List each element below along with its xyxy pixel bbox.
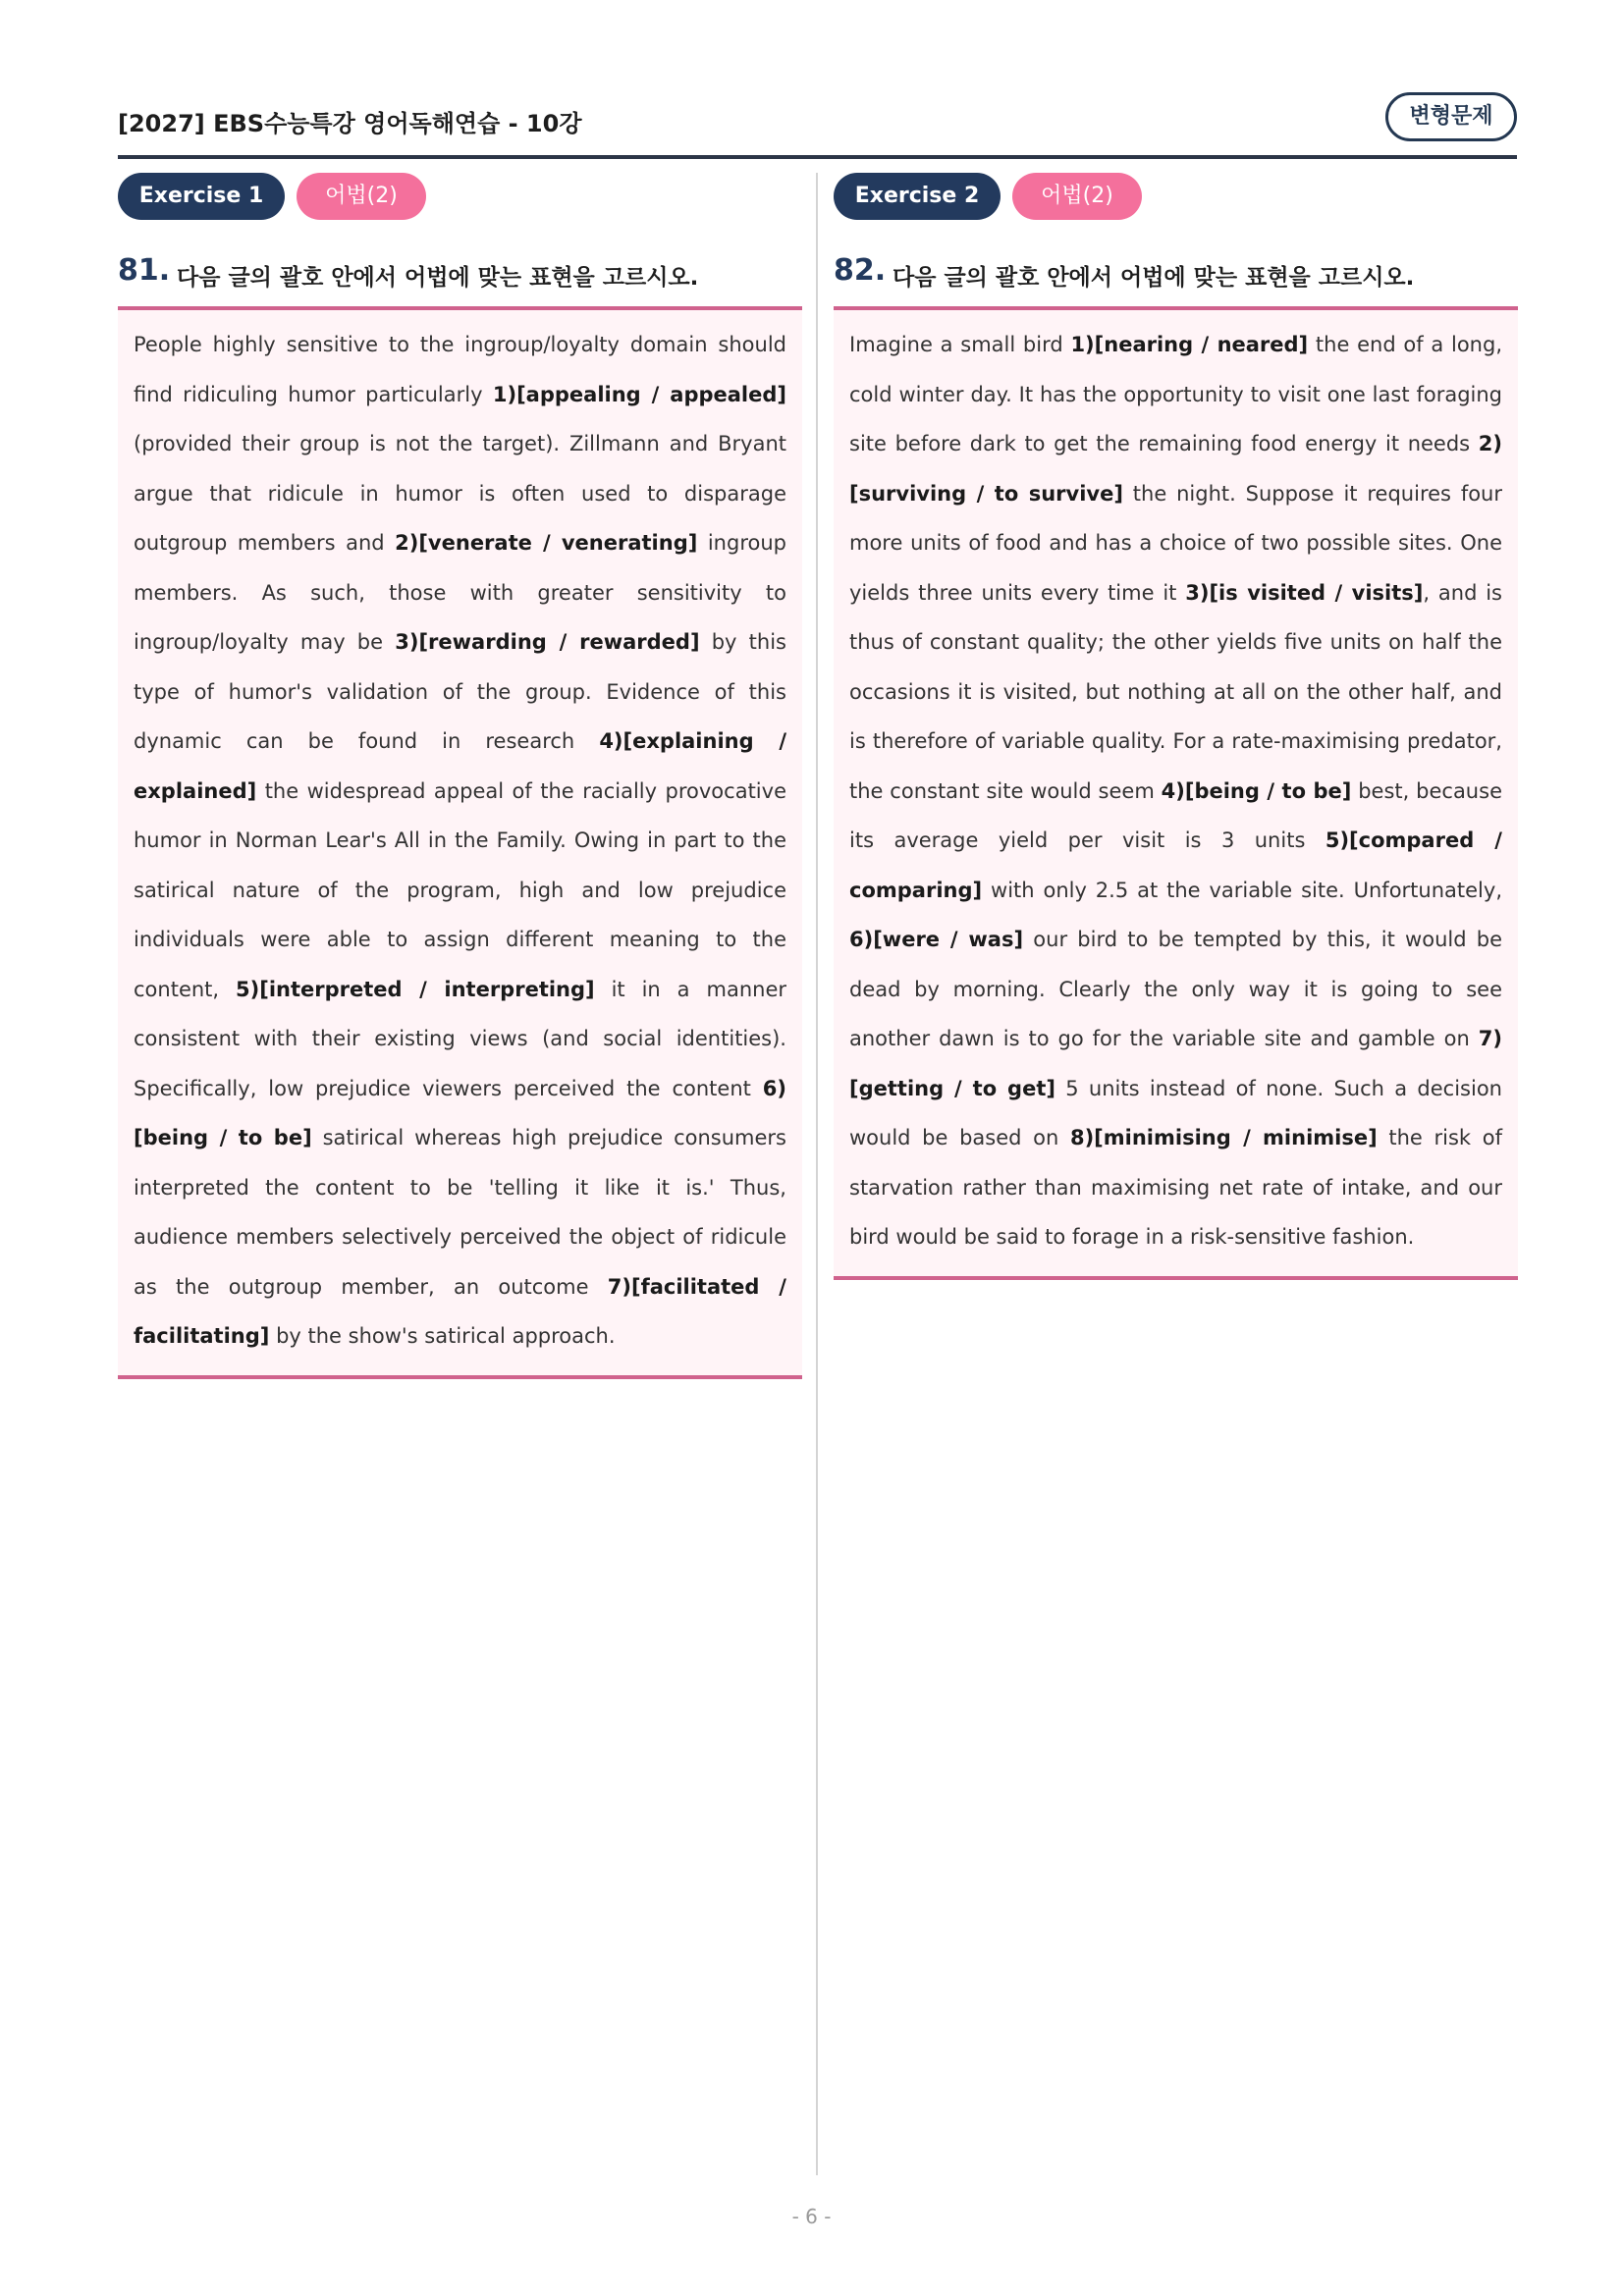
document-title: [2027] EBS수능특강 영어독해연습 - 10강 <box>118 110 582 137</box>
column-divider <box>816 173 818 2175</box>
type-badge: 변형문제 <box>1385 92 1517 141</box>
page-number: - 6 - <box>791 2205 832 2228</box>
page-header <box>118 92 1517 159</box>
passage-text: with only 2.5 at the variable site. Unfortunately, <box>982 878 1502 902</box>
exercise-1-passage <box>118 310 802 1379</box>
grammar-choice: 1)[nearing / neared] <box>1070 333 1309 356</box>
exercise-2-question-line <box>834 253 1518 310</box>
exercise-2-column <box>834 173 1518 1280</box>
grammar-choice: 3)[rewarding / rewarded] <box>395 630 700 654</box>
exercise-2-label: Exercise 2 <box>834 173 1001 220</box>
passage-text: Imagine a small bird <box>849 333 1071 356</box>
grammar-choice: 5)[compared / comparing] <box>849 828 1502 902</box>
grammar-choice: 6)[were / was] <box>849 928 1024 951</box>
exercise-1-question: 다음 글의 괄호 안에서 어법에 맞는 표현을 고르시오. <box>177 265 699 291</box>
grammar-choice: 2)[surviving / to survive] <box>849 432 1502 506</box>
grammar-choice: 4)[explaining / explained] <box>134 729 787 803</box>
passage-text: ingroup members. As such, those with greater sensitivity to ingroup/loyalty may be <box>134 531 786 654</box>
grammar-choice: 5)[interpreted / interpreting] <box>236 977 595 1001</box>
passage-text: the end of a long, cold winter day. It has the opportunity to visit one last foraging site before dark to get the remaining food energy it needs <box>849 333 1502 455</box>
exercise-2-question: 다음 글의 괄호 안에서 어법에 맞는 표현을 고르시오. <box>893 265 1415 291</box>
passage-text: by this type of humor's validation of the group. Evidence of this dynamic can be found in research <box>134 630 786 753</box>
grammar-choice: 1)[appealing / appealed] <box>492 382 786 406</box>
grammar-choice: 4)[being / to be] <box>1161 778 1352 803</box>
grammar-choice: 8)[minimising / minimise] <box>1069 1126 1378 1149</box>
grammar-choice: 7)[facilitated / facilitating] <box>134 1274 786 1348</box>
passage-text: satirical whereas high prejudice consumers interpreted the content to be 'telling it like it is.' Thus, audience members selectively perceived the object of ridicule as the outgroup member, an outcome <box>134 1126 786 1299</box>
exercise-2-number: 82. <box>834 253 887 288</box>
grammar-choice: 7)[getting / to get] <box>849 1027 1502 1100</box>
exercise-1-number: 81. <box>118 253 171 288</box>
grammar-choice: 6)[being / to be] <box>134 1076 786 1149</box>
passage-text: our bird to be tempted by this, it would be dead by morning. Clearly the only way it is going to see another dawn is to go for the variable site and gamble on <box>849 928 1502 1050</box>
passage-text: (provided their group is not the target). Zillmann and Bryant argue that ridicule in humor is often used to disparage outgroup members and <box>134 432 786 555</box>
passage-text: it in a manner consistent with their existing views (and social identities). Specifically, low prejudice viewers perceived the content <box>134 977 786 1100</box>
passage-text: the widespread appeal of the racially provocative humor in Norman Lear's All in the Family. Owing in part to the satirical nature of the program, high and low prejudice individuals were able to assign different meaning to the content, <box>134 778 786 1001</box>
passage-text: , and is thus of constant quality; the other yields five units on half the occasions it is visited, but nothing at all on the other half, and is therefore of variable quality. For a rate-maximising predator, the constant site would seem <box>849 580 1503 803</box>
exercise-1-topic: 어법(2) <box>297 173 426 220</box>
passage-text: the night. Suppose it requires four more units of food and has a choice of two possible sites. One yields three units every time it <box>849 481 1503 605</box>
grammar-choice: 3)[is visited / visits] <box>1185 580 1424 605</box>
exercise-2-passage <box>834 310 1518 1280</box>
passage-text: the risk of starvation rather than maximising net rate of intake, and our bird would be said to forage in a risk-sensitive fashion. <box>849 1126 1502 1249</box>
passage-text: best, because its average yield per visit is 3 units <box>849 778 1502 852</box>
passage-text: People highly sensitive to the ingroup/loyalty domain should find ridiculing humor particularly <box>134 333 786 406</box>
exercise-2-chips <box>834 173 1518 222</box>
exercise-1-label: Exercise 1 <box>118 173 285 220</box>
passage-text: 5 units instead of none. Such a decision would be based on <box>849 1076 1502 1149</box>
passage-text: by the show's satirical approach. <box>269 1324 616 1348</box>
exercise-1-column <box>118 173 802 1379</box>
exercise-1-question-line <box>118 253 802 310</box>
grammar-choice: 2)[venerate / venerating] <box>395 531 698 555</box>
exercise-2-topic: 어법(2) <box>1012 173 1142 220</box>
exercise-1-chips <box>118 173 802 222</box>
